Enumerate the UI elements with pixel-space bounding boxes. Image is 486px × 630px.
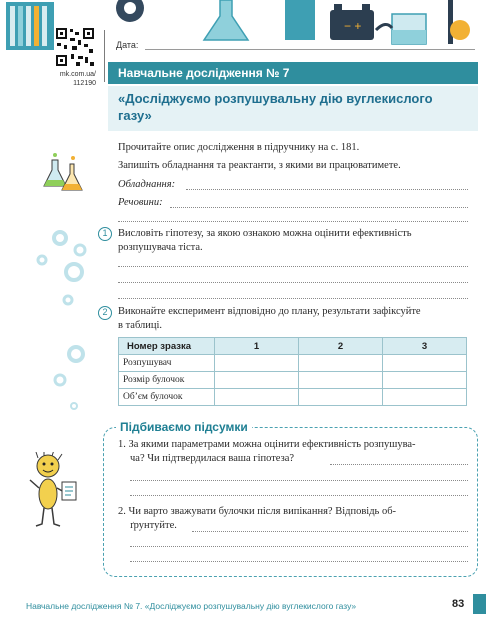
date-label: Дата: (116, 40, 139, 50)
task-1-number: 1 (98, 227, 112, 241)
resource-code: 112190 (73, 80, 96, 87)
task-1-line-2: розпушувача тіста. (118, 242, 203, 253)
summary-title: Підбиваємо підсумки (116, 420, 252, 434)
page-title: Навчальне дослідження № 7 (118, 66, 290, 80)
table-cell[interactable] (215, 355, 299, 372)
reagents-field[interactable] (170, 207, 468, 208)
table-cell[interactable] (383, 389, 467, 406)
table-cell[interactable] (299, 355, 383, 372)
svg-text:− +: − + (344, 19, 362, 33)
table-row (119, 372, 467, 389)
task-2-line-2: в таблиці. (118, 320, 163, 331)
task-1-line-1: Висловіть гіпотезу, за якою ознакою можна оцінити ефективність (118, 228, 412, 239)
question-1-line-2: ча? Чи підтвердилася ваша гіпотеза? (130, 453, 295, 464)
student-character-illustration (26, 452, 86, 532)
site-link[interactable]: mk.com.ua/ (59, 71, 96, 78)
task-1-answer-line-1[interactable] (118, 266, 468, 267)
question-1-answer-line[interactable] (130, 495, 468, 496)
equipment-field[interactable] (186, 189, 468, 190)
question-2-answer-inline[interactable] (192, 531, 468, 532)
qr-caption (38, 70, 96, 88)
bubbles-decoration (30, 216, 90, 416)
page-tab (473, 594, 486, 614)
date-field[interactable] (145, 49, 475, 50)
table-cell[interactable] (215, 372, 299, 389)
reagents-label: Речовини: (118, 197, 163, 208)
table-cell[interactable] (383, 372, 467, 389)
question-2-line-2: ґрунтуйте. (130, 520, 177, 531)
intro-line-1: Прочитайте опис дослідження в підручнику на с. 181. (118, 142, 360, 153)
qr-code[interactable] (54, 26, 96, 68)
table-cell[interactable] (215, 389, 299, 406)
table-header-cell: 2 (299, 338, 383, 355)
intro-line-2: Запишіть обладнання та реактанти, з якими ви працюватимете. (118, 160, 401, 171)
question-2-answer-line[interactable] (130, 546, 468, 547)
page-subtitle: «Досліджуємо розпушувальну дію вуглекислого газу» (118, 91, 433, 123)
row-label: Об’єм булочок (119, 389, 215, 406)
row-label: Розпушувач (119, 355, 215, 372)
row-label: Розмір булочок (119, 372, 215, 389)
table-header-cell: Номер зразка (119, 338, 215, 355)
answer-line[interactable] (118, 221, 468, 222)
table-header-cell: 3 (383, 338, 467, 355)
question-2-line-1: 2. Чи варто зважувати булочки після випікання? Відповідь об- (118, 506, 397, 517)
task-1-answer-line-3[interactable] (118, 298, 468, 299)
task-2-number: 2 (98, 306, 112, 320)
results-table (118, 337, 467, 406)
question-1-answer-inline[interactable] (330, 464, 468, 465)
equipment-label: Обладнання: (118, 179, 176, 190)
divider (104, 30, 105, 82)
table-row (119, 355, 467, 372)
table-row (119, 389, 467, 406)
page-number: 83 (452, 598, 465, 610)
flasks-icon (40, 150, 88, 198)
task-1-answer-line-2[interactable] (118, 282, 468, 283)
table-cell[interactable] (299, 389, 383, 406)
question-2-answer-line[interactable] (130, 561, 468, 562)
task-2-line-1: Виконайте експеримент відповідно до плану, результати зафіксуйте (118, 306, 421, 317)
question-1-answer-line[interactable] (130, 480, 468, 481)
table-cell[interactable] (299, 372, 383, 389)
page-footer: Навчальне дослідження № 7. «Досліджуємо розпушувальну дію вуглекислого газу» (26, 601, 357, 611)
table-header-cell: 1 (215, 338, 299, 355)
question-1-line-1: 1. За якими параметрами можна оцінити ефективність розпушува- (118, 439, 416, 450)
table-header-row (119, 338, 467, 355)
table-cell[interactable] (383, 355, 467, 372)
